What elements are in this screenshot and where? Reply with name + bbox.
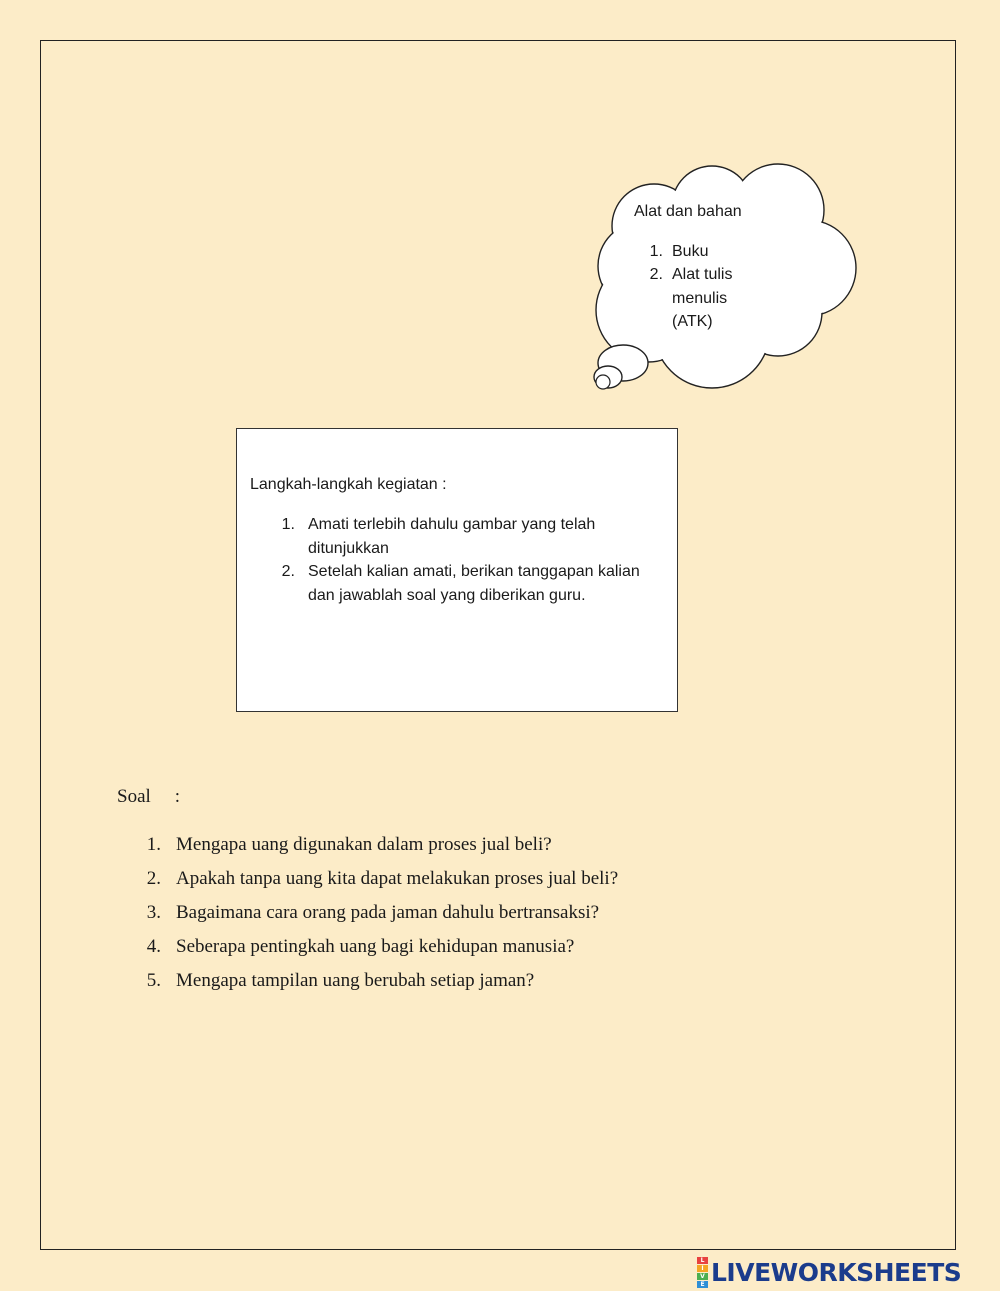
question-text: Bagaimana cara orang pada jaman dahulu bertransaksi? [176, 902, 600, 923]
list-item [267, 560, 667, 607]
steps-box [236, 428, 678, 712]
question-number: 3. [146, 902, 161, 923]
question-item [130, 868, 618, 902]
question-number: 5. [146, 970, 161, 991]
list-number: 1. [281, 516, 295, 533]
question-number: 2. [146, 868, 161, 889]
logo-letter: L [697, 1257, 708, 1264]
list-number: 1. [649, 242, 663, 260]
list-item [634, 240, 834, 264]
question-item [130, 970, 618, 1004]
question-text: Seberapa pentingkah uang bagi kehidupan manusia? [176, 936, 575, 957]
liveworksheets-logo [697, 1257, 961, 1288]
list-number: 2. [649, 266, 663, 283]
materials-list [634, 240, 834, 334]
steps-list [267, 513, 667, 607]
questions-colon: : [174, 786, 181, 807]
steps-title: Langkah-langkah kegiatan : [250, 476, 447, 493]
question-item [130, 902, 618, 936]
question-text: Apakah tanpa uang kita dapat melakukan proses jual beli? [176, 868, 619, 889]
thought-bubble-content [634, 200, 834, 334]
list-text: Amati terlebih dahulu gambar yang telah ditunjukkan [308, 516, 596, 557]
question-item [130, 834, 618, 868]
list-item [267, 513, 667, 560]
question-text: Mengapa uang digunakan dalam proses jual beli? [176, 834, 552, 855]
question-text: Mengapa tampilan uang berubah setiap jaman? [176, 970, 535, 991]
thought-bubble [582, 158, 860, 394]
list-item [634, 263, 834, 334]
list-text: Alat tulis menulis (ATK) [672, 266, 733, 330]
logo-letter: E [697, 1281, 708, 1288]
logo-letter: I [697, 1265, 708, 1272]
materials-title: Alat dan bahan [634, 203, 742, 220]
brand-name: LIVEWORKSHEETS [711, 1258, 962, 1287]
question-item [130, 936, 618, 970]
list-text: Buku [672, 242, 709, 260]
logo-letter: V [697, 1273, 708, 1280]
questions-label: Soal [117, 786, 151, 807]
list-text: Setelah kalian amati, berikan tanggapan kalian dan jawablah soal yang diberikan guru. [308, 563, 640, 604]
question-number: 4. [146, 936, 161, 957]
questions-list [130, 834, 618, 1004]
live-logo-icon [697, 1257, 708, 1288]
list-number: 2. [281, 563, 295, 580]
questions-heading [117, 786, 180, 808]
question-number: 1. [146, 834, 161, 855]
